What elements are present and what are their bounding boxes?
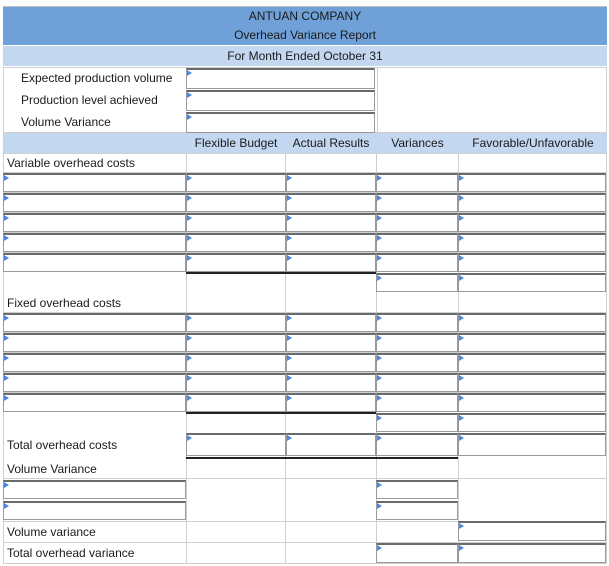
company-name: ANTUAN COMPANY bbox=[3, 6, 607, 26]
fixed-total-flexible[interactable] bbox=[186, 412, 286, 432]
volume-variance-calc-2-variance[interactable] bbox=[376, 501, 458, 520]
fixed-row-4-item-input[interactable] bbox=[3, 373, 186, 392]
fixed-row-3-variance-input[interactable] bbox=[376, 353, 458, 372]
variable-row-4-item-input[interactable] bbox=[3, 233, 186, 252]
total-overhead-actual[interactable] bbox=[286, 433, 376, 456]
col-favorable-unfavorable: Favorable/Unfavorable bbox=[472, 136, 594, 150]
fixed-row-5-actual-results-input[interactable] bbox=[286, 393, 376, 412]
expected-production-label: Expected production volume bbox=[21, 71, 173, 85]
volume-variance-calc-1-variance[interactable] bbox=[376, 480, 458, 499]
variable-row-3-fav-unfav-input[interactable] bbox=[458, 213, 606, 232]
fixed-total-fav-unfav[interactable] bbox=[458, 413, 606, 432]
volume-variance-top-label: Volume Variance bbox=[21, 115, 111, 129]
volume-variance-section-label: Volume Variance bbox=[7, 462, 97, 476]
variable-row-1-flexible-budget-input[interactable] bbox=[186, 173, 286, 192]
production-achieved-input[interactable] bbox=[186, 90, 375, 111]
report-period: For Month Ended October 31 bbox=[3, 46, 607, 66]
fixed-row-4-fav-unfav-input[interactable] bbox=[458, 373, 606, 392]
total-overhead-flexible[interactable] bbox=[186, 433, 286, 456]
variable-row-5-flexible-budget-input[interactable] bbox=[186, 253, 286, 272]
variable-row-2-actual-results-input[interactable] bbox=[286, 193, 376, 212]
fixed-row-1-variance-input[interactable] bbox=[376, 313, 458, 332]
fixed-row-5-variance-input[interactable] bbox=[376, 393, 458, 412]
total-overhead-fav-unfav[interactable] bbox=[458, 433, 606, 456]
total-overhead-label: Total overhead costs bbox=[7, 438, 118, 452]
volume-variance-calc-2[interactable] bbox=[3, 501, 186, 520]
fixed-row-1-actual-results-input[interactable] bbox=[286, 313, 376, 332]
fixed-row-4-variance-input[interactable] bbox=[376, 373, 458, 392]
col-actual-results: Actual Results bbox=[292, 136, 370, 150]
variable-row-1-item-input[interactable] bbox=[3, 173, 186, 192]
variable-row-3-item-input[interactable] bbox=[3, 213, 186, 232]
variable-row-3-flexible-budget-input[interactable] bbox=[186, 213, 286, 232]
production-achieved-label: Production level achieved bbox=[21, 93, 158, 107]
fixed-row-2-flexible-budget-input[interactable] bbox=[186, 333, 286, 352]
variable-total-actual[interactable] bbox=[286, 272, 376, 292]
fixed-total-variance[interactable] bbox=[376, 413, 458, 432]
fixed-row-5-item-input[interactable] bbox=[3, 393, 186, 412]
total-overhead-variance-label: Total overhead variance bbox=[7, 546, 135, 560]
variable-row-4-actual-results-input[interactable] bbox=[286, 233, 376, 252]
variable-total-flexible[interactable] bbox=[186, 272, 286, 292]
variable-total-fav-unfav[interactable] bbox=[458, 273, 606, 292]
fixed-row-1-flexible-budget-input[interactable] bbox=[186, 313, 286, 332]
variable-row-5-variance-input[interactable] bbox=[376, 253, 458, 272]
fixed-overhead-label: Fixed overhead costs bbox=[7, 296, 122, 310]
col-variances: Variances bbox=[391, 136, 444, 150]
variable-row-5-item-input[interactable] bbox=[3, 253, 186, 272]
variable-row-5-actual-results-input[interactable] bbox=[286, 253, 376, 272]
variable-row-4-variance-input[interactable] bbox=[376, 233, 458, 252]
variable-row-1-variance-input[interactable] bbox=[376, 173, 458, 192]
total-double-rule bbox=[186, 457, 458, 459]
volume-variance-footer-label: Volume variance bbox=[7, 525, 96, 539]
total-overhead-variance[interactable] bbox=[376, 433, 458, 456]
variable-total-variance[interactable] bbox=[376, 273, 458, 292]
variable-row-2-variance-input[interactable] bbox=[376, 193, 458, 212]
expected-production-input[interactable] bbox=[186, 68, 375, 89]
total-overhead-variance-amount[interactable] bbox=[376, 543, 458, 563]
total-overhead-variance-fav-unfav[interactable] bbox=[458, 543, 606, 563]
fixed-row-3-flexible-budget-input[interactable] bbox=[186, 353, 286, 372]
fixed-row-3-item-input[interactable] bbox=[3, 353, 186, 372]
fixed-total-actual[interactable] bbox=[286, 412, 376, 432]
variable-row-1-fav-unfav-input[interactable] bbox=[458, 173, 606, 192]
volume-variance-calc-1[interactable] bbox=[3, 480, 186, 499]
variable-row-5-fav-unfav-input[interactable] bbox=[458, 253, 606, 272]
fixed-row-1-item-input[interactable] bbox=[3, 313, 186, 332]
variable-row-4-fav-unfav-input[interactable] bbox=[458, 233, 606, 252]
fixed-row-3-fav-unfav-input[interactable] bbox=[458, 353, 606, 372]
volume-variance-top-input[interactable] bbox=[186, 112, 375, 133]
fixed-row-3-actual-results-input[interactable] bbox=[286, 353, 376, 372]
variable-row-3-variance-input[interactable] bbox=[376, 213, 458, 232]
variable-row-2-fav-unfav-input[interactable] bbox=[458, 193, 606, 212]
fixed-row-1-fav-unfav-input[interactable] bbox=[458, 313, 606, 332]
report-title: Overhead Variance Report bbox=[3, 26, 607, 45]
fixed-row-2-item-input[interactable] bbox=[3, 333, 186, 352]
fixed-row-5-fav-unfav-input[interactable] bbox=[458, 393, 606, 412]
variable-row-2-item-input[interactable] bbox=[3, 193, 186, 212]
fixed-row-5-flexible-budget-input[interactable] bbox=[186, 393, 286, 412]
fixed-row-2-fav-unfav-input[interactable] bbox=[458, 333, 606, 352]
variable-row-2-flexible-budget-input[interactable] bbox=[186, 193, 286, 212]
fixed-row-2-actual-results-input[interactable] bbox=[286, 333, 376, 352]
top-section-divider bbox=[377, 67, 378, 133]
variable-row-3-actual-results-input[interactable] bbox=[286, 213, 376, 232]
volume-variance-fav-unfav[interactable] bbox=[458, 521, 606, 541]
variable-row-4-flexible-budget-input[interactable] bbox=[186, 233, 286, 252]
fixed-row-4-flexible-budget-input[interactable] bbox=[186, 373, 286, 392]
variable-row-1-actual-results-input[interactable] bbox=[286, 173, 376, 192]
fixed-row-4-actual-results-input[interactable] bbox=[286, 373, 376, 392]
variable-overhead-label: Variable overhead costs bbox=[7, 156, 135, 170]
col-flexible-budget: Flexible Budget bbox=[194, 136, 278, 150]
fixed-row-2-variance-input[interactable] bbox=[376, 333, 458, 352]
